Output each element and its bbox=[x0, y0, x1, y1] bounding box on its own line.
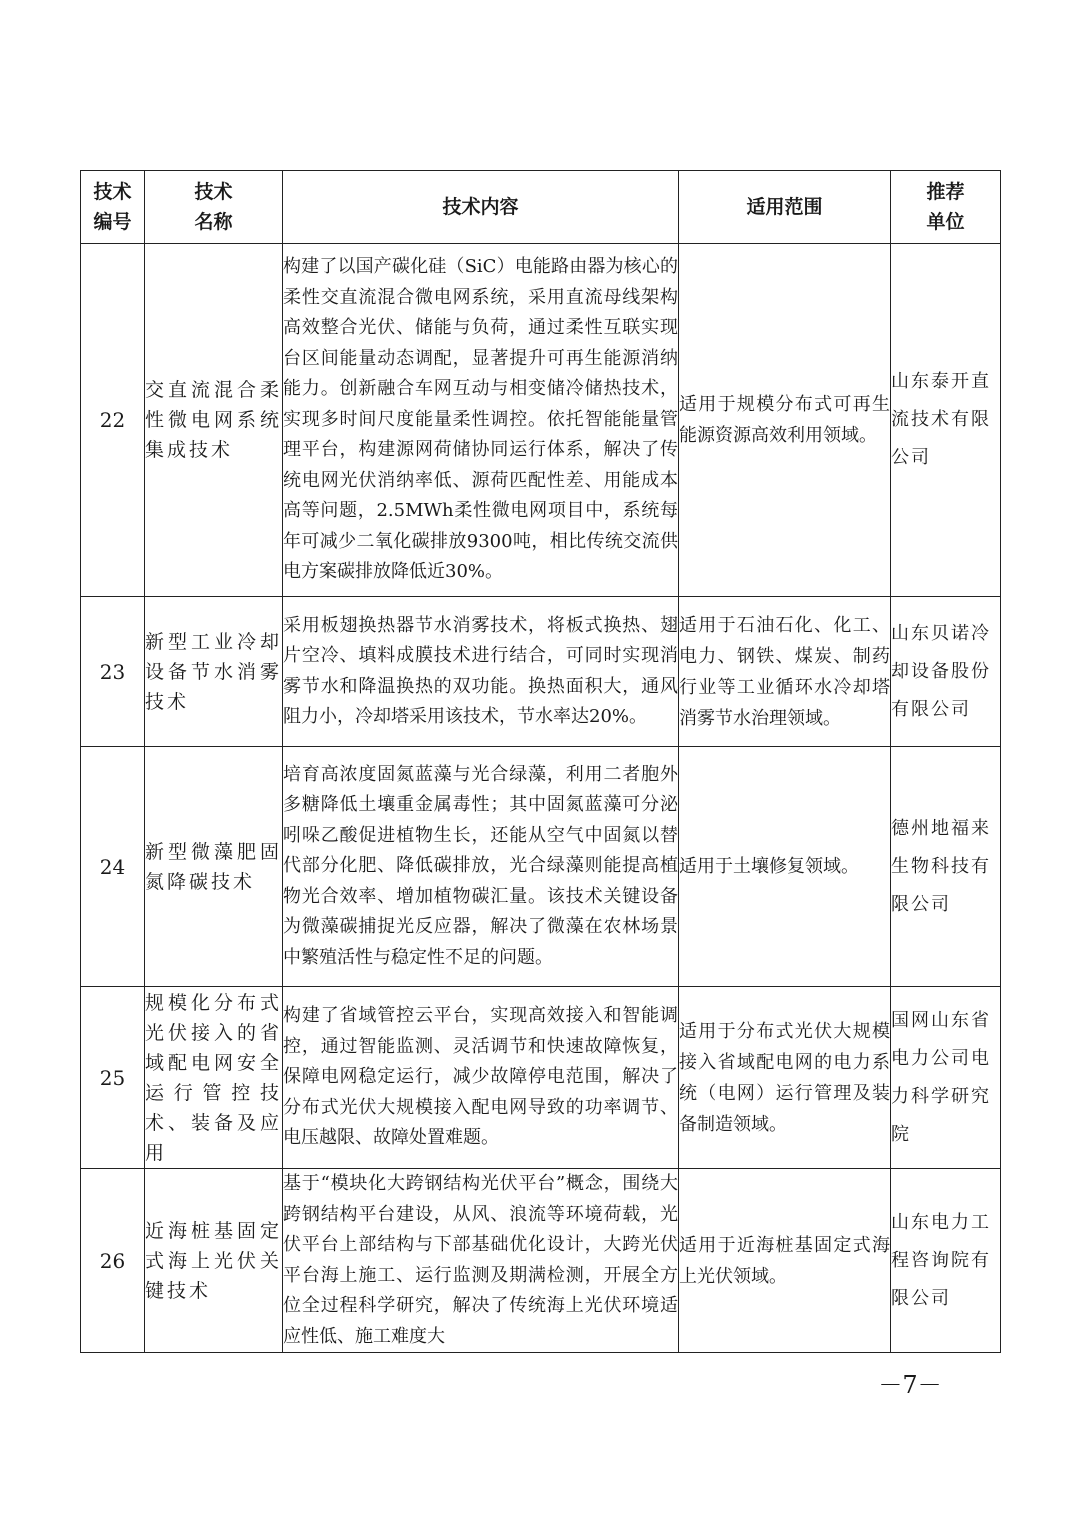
row-tech-name: 近海桩基固定式海上光伏关键技术 bbox=[145, 1169, 283, 1353]
row-tech-content: 培育高浓度固氮蓝藻与光合绿藻，利用二者胞外多糖降低土壤重金属毒性；其中固氮蓝藻可分泌吲哚乙酸促进植物生长，还能从空气中固氮以替代部分化肥、降低碳排放，光合绿藻则能提高植物光合效率、增加植物碳汇量。该技术关键设备为微藻碳捕捉光反应器，解决了微藻在农林场景中繁殖活性与稳定性不足的问题。 bbox=[283, 747, 679, 987]
header-scope: 适用范围 bbox=[679, 171, 891, 244]
row-number: 22 bbox=[81, 244, 145, 597]
table-header-row bbox=[81, 171, 1001, 244]
row-tech-content: 采用板翅换热器节水消雾技术，将板式换热、翅片空冷、填料成膜技术进行结合，可同时实现消雾节水和降温换热的双功能。换热面积大，通风阻力小，冷却塔采用该技术，节水率达20%。 bbox=[283, 597, 679, 747]
table-row bbox=[81, 1169, 1001, 1353]
header-number: 技术编号 bbox=[81, 171, 145, 244]
row-unit: 山东贝诺冷却设备股份有限公司 bbox=[891, 597, 1001, 747]
table-row bbox=[81, 244, 1001, 597]
header-name: 技术名称 bbox=[145, 171, 283, 244]
row-tech-name: 新型微藻肥固氮降碳技术 bbox=[145, 747, 283, 987]
row-scope: 适用于规模分布式可再生能源资源高效利用领域。 bbox=[679, 244, 891, 597]
row-unit: 山东电力工程咨询院有限公司 bbox=[891, 1169, 1001, 1353]
row-number: 24 bbox=[81, 747, 145, 987]
row-number: 26 bbox=[81, 1169, 145, 1353]
table-row bbox=[81, 987, 1001, 1169]
row-unit: 国网山东省电力公司电力科学研究院 bbox=[891, 987, 1001, 1169]
row-number: 23 bbox=[81, 597, 145, 747]
row-scope: 适用于分布式光伏大规模接入省域配电网的电力系统（电网）运行管理及装备制造领域。 bbox=[679, 987, 891, 1169]
row-scope: 适用于石油石化、化工、电力、钢铁、煤炭、制药行业等工业循环水冷却塔消雾节水治理领域。 bbox=[679, 597, 891, 747]
row-number: 25 bbox=[81, 987, 145, 1169]
header-content: 技术内容 bbox=[283, 171, 679, 244]
row-unit: 山东泰开直流技术有限公司 bbox=[891, 244, 1001, 597]
row-tech-name: 交直流混合柔性微电网系统集成技术 bbox=[145, 244, 283, 597]
row-tech-content: 基于“模块化大跨钢结构光伏平台”概念，围绕大跨钢结构平台建设，从风、浪流等环境荷载，光伏平台上部结构与下部基础优化设计，大跨光伏平台海上施工、运行监测及期满检测，开展全方位全过程科学研究，解决了传统海上光伏环境适应性低、施工难度大 bbox=[283, 1169, 679, 1353]
table-row bbox=[81, 747, 1001, 987]
technology-table bbox=[80, 170, 1001, 1353]
row-tech-name: 规模化分布式光伏接入的省域配电网安全运行管控技术、装备及应用 bbox=[145, 987, 283, 1169]
row-tech-content: 构建了省域管控云平台，实现高效接入和智能调控，通过智能监测、灵活调节和快速故障恢复，保障电网稳定运行，减少故障停电范围，解决了分布式光伏大规模接入配电网导致的功率调节、电压越限、故障处置难题。 bbox=[283, 987, 679, 1169]
header-unit: 推荐单位 bbox=[891, 171, 1001, 244]
table-row bbox=[81, 597, 1001, 747]
row-scope: 适用于近海桩基固定式海上光伏领域。 bbox=[679, 1169, 891, 1353]
row-tech-name: 新型工业冷却设备节水消雾技术 bbox=[145, 597, 283, 747]
row-tech-content: 构建了以国产碳化硅（SiC）电能路由器为核心的柔性交直流混合微电网系统，采用直流母线架构高效整合光伏、储能与负荷，通过柔性互联实现台区间能量动态调配，显著提升可再生能源消纳能力。创新融合车网互动与相变储冷储热技术，实现多时间尺度能量柔性调控。依托智能能量管理平台，构建源网荷储协同运行体系，解决了传统电网光伏消纳率低、源荷匹配性差、用能成本高等问题，2.5MWh柔性微电网项目中，系统每年可减少二氧化碳排放9300吨，相比传统交流供电方案碳排放降低近30%。 bbox=[283, 244, 679, 597]
row-scope: 适用于土壤修复领域。 bbox=[679, 747, 891, 987]
row-unit: 德州地福来生物科技有限公司 bbox=[891, 747, 1001, 987]
page-number: －7－ bbox=[878, 1371, 942, 1399]
